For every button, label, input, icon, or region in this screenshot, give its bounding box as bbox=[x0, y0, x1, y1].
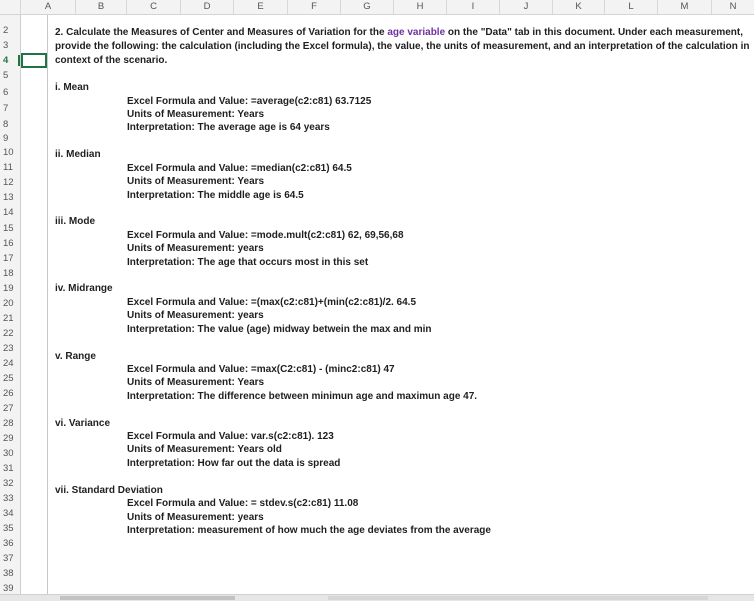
row-header[interactable]: 22 bbox=[3, 328, 14, 339]
question-text: on the "Data" tab in this document. Under each measurement, bbox=[445, 27, 744, 38]
sheet-tab-area[interactable] bbox=[60, 596, 235, 600]
column-header-g[interactable]: G bbox=[341, 0, 394, 14]
row-header[interactable]: 6 bbox=[3, 87, 9, 98]
active-cell-selection[interactable] bbox=[21, 53, 47, 68]
midrange-formula[interactable]: Excel Formula and Value: =(max(c2:c81)+(min(c2:c81)/2. 64.5 bbox=[127, 297, 417, 308]
row-header[interactable]: 28 bbox=[3, 418, 14, 429]
row-header[interactable]: 33 bbox=[3, 493, 14, 504]
row-header[interactable]: 11 bbox=[3, 162, 13, 173]
row-header[interactable]: 34 bbox=[3, 508, 14, 519]
section-heading-variance[interactable]: vi. Variance bbox=[55, 418, 111, 429]
question-highlight: age variable bbox=[387, 27, 446, 38]
row-header[interactable]: 13 bbox=[3, 192, 14, 203]
row-header[interactable]: 3 bbox=[3, 40, 9, 51]
row-header[interactable]: 37 bbox=[3, 553, 14, 564]
column-header-c[interactable]: C bbox=[127, 0, 181, 14]
row-header[interactable]: 12 bbox=[3, 177, 14, 188]
row-header[interactable]: 38 bbox=[3, 568, 14, 579]
row-header[interactable]: 35 bbox=[3, 523, 14, 534]
column-header-b[interactable]: B bbox=[76, 0, 127, 14]
column-header-i[interactable]: I bbox=[447, 0, 500, 14]
horizontal-scrollbar-thumb[interactable] bbox=[328, 596, 708, 600]
range-units[interactable]: Units of Measurement: Years bbox=[127, 377, 265, 388]
row-header[interactable]: 10 bbox=[3, 147, 14, 158]
row-header[interactable]: 19 bbox=[3, 283, 14, 294]
row-header[interactable]: 5 bbox=[3, 70, 9, 81]
row-header[interactable]: 8 bbox=[3, 119, 9, 130]
row-header[interactable]: 2 bbox=[3, 25, 9, 36]
row-header-bar bbox=[0, 15, 21, 600]
select-all-corner[interactable] bbox=[0, 0, 21, 14]
column-header-j[interactable]: J bbox=[500, 0, 553, 14]
variance-formula[interactable]: Excel Formula and Value: var.s(c2:c81). 123 bbox=[127, 431, 334, 442]
std-dev-formula[interactable]: Excel Formula and Value: = stdev.s(c2:c81) 11.08 bbox=[127, 498, 359, 509]
row-header[interactable]: 16 bbox=[3, 238, 14, 249]
mode-units[interactable]: Units of Measurement: years bbox=[127, 243, 264, 254]
midrange-units[interactable]: Units of Measurement: years bbox=[127, 310, 264, 321]
row-header[interactable]: 9 bbox=[3, 133, 9, 144]
range-formula[interactable]: Excel Formula and Value: =max(C2:c81) - (minc2:c81) 47 bbox=[127, 364, 395, 375]
section-heading-std-dev[interactable]: vii. Standard Deviation bbox=[55, 485, 163, 496]
question-line-2[interactable]: provide the following: the calculation (including the Excel formula), the value, the units of measurement, and an interpretation of the calculation in bbox=[55, 41, 750, 52]
section-heading-mean[interactable]: i. Mean bbox=[55, 82, 89, 93]
mode-interpretation[interactable]: Interpretation: The age that occurs most in this set bbox=[127, 257, 369, 268]
row-header[interactable]: 7 bbox=[3, 103, 9, 114]
mean-interpretation[interactable]: Interpretation: The average age is 64 years bbox=[127, 122, 330, 133]
column-header-l[interactable]: L bbox=[605, 0, 658, 14]
median-interpretation[interactable]: Interpretation: The middle age is 64.5 bbox=[127, 190, 304, 201]
column-header-k[interactable]: K bbox=[553, 0, 605, 14]
row-header[interactable]: 20 bbox=[3, 298, 14, 309]
row-header[interactable]: 36 bbox=[3, 538, 14, 549]
column-header-e[interactable]: E bbox=[234, 0, 288, 14]
section-heading-range[interactable]: v. Range bbox=[55, 351, 96, 362]
row-header[interactable]: 14 bbox=[3, 207, 14, 218]
column-a-border bbox=[47, 15, 48, 595]
median-formula[interactable]: Excel Formula and Value: =median(c2:c81) 64.5 bbox=[127, 163, 352, 174]
section-heading-median[interactable]: ii. Median bbox=[55, 149, 101, 160]
row-header[interactable]: 31 bbox=[3, 463, 14, 474]
row-header[interactable]: 23 bbox=[3, 343, 14, 354]
column-header-bar bbox=[0, 0, 754, 15]
std-dev-units[interactable]: Units of Measurement: years bbox=[127, 512, 264, 523]
column-header-n[interactable]: N bbox=[729, 1, 737, 12]
row-header[interactable]: 17 bbox=[3, 253, 14, 264]
midrange-interpretation[interactable]: Interpretation: The value (age) midway betwein the max and min bbox=[127, 324, 432, 335]
variance-units[interactable]: Units of Measurement: Years old bbox=[127, 444, 282, 455]
mean-formula[interactable]: Excel Formula and Value: =average(c2:c81) 63.7125 bbox=[127, 96, 372, 107]
row-header-active[interactable]: 4 bbox=[0, 55, 20, 66]
median-units[interactable]: Units of Measurement: Years bbox=[127, 176, 265, 187]
row-header[interactable]: 26 bbox=[3, 388, 14, 399]
question-text: 2. Calculate the Measures of Center and Measures of Variation for the bbox=[55, 27, 388, 38]
section-heading-midrange[interactable]: iv. Midrange bbox=[55, 283, 113, 294]
row-header[interactable]: 15 bbox=[3, 223, 14, 234]
column-header-m[interactable]: M bbox=[658, 0, 712, 14]
question-line-3[interactable]: context of the scenario. bbox=[55, 55, 168, 66]
row-header[interactable]: 24 bbox=[3, 358, 14, 369]
column-header-d[interactable]: D bbox=[181, 0, 234, 14]
column-header-a[interactable]: A bbox=[21, 0, 76, 14]
row-header[interactable]: 25 bbox=[3, 373, 14, 384]
row-header[interactable]: 39 bbox=[3, 583, 14, 594]
mode-formula[interactable]: Excel Formula and Value: =mode.mult(c2:c81) 62, 69,56,68 bbox=[127, 230, 404, 241]
row-header[interactable]: 30 bbox=[3, 448, 14, 459]
mean-units[interactable]: Units of Measurement: Years bbox=[127, 109, 265, 120]
row-header[interactable]: 32 bbox=[3, 478, 14, 489]
section-heading-mode[interactable]: iii. Mode bbox=[55, 216, 95, 227]
variance-interpretation[interactable]: Interpretation: How far out the data is spread bbox=[127, 458, 341, 469]
column-header-h[interactable]: H bbox=[394, 0, 447, 14]
row-header[interactable]: 27 bbox=[3, 403, 14, 414]
column-header-f[interactable]: F bbox=[288, 0, 341, 14]
row-header[interactable]: 18 bbox=[3, 268, 14, 279]
row-header[interactable]: 29 bbox=[3, 433, 14, 444]
row-header[interactable]: 21 bbox=[3, 313, 14, 324]
question-line-1[interactable] bbox=[55, 26, 745, 40]
range-interpretation[interactable]: Interpretation: The difference between minimun age and maximun age 47. bbox=[127, 391, 478, 402]
std-dev-interpretation[interactable]: Interpretation: measurement of how much the age deviates from the average bbox=[127, 525, 491, 536]
